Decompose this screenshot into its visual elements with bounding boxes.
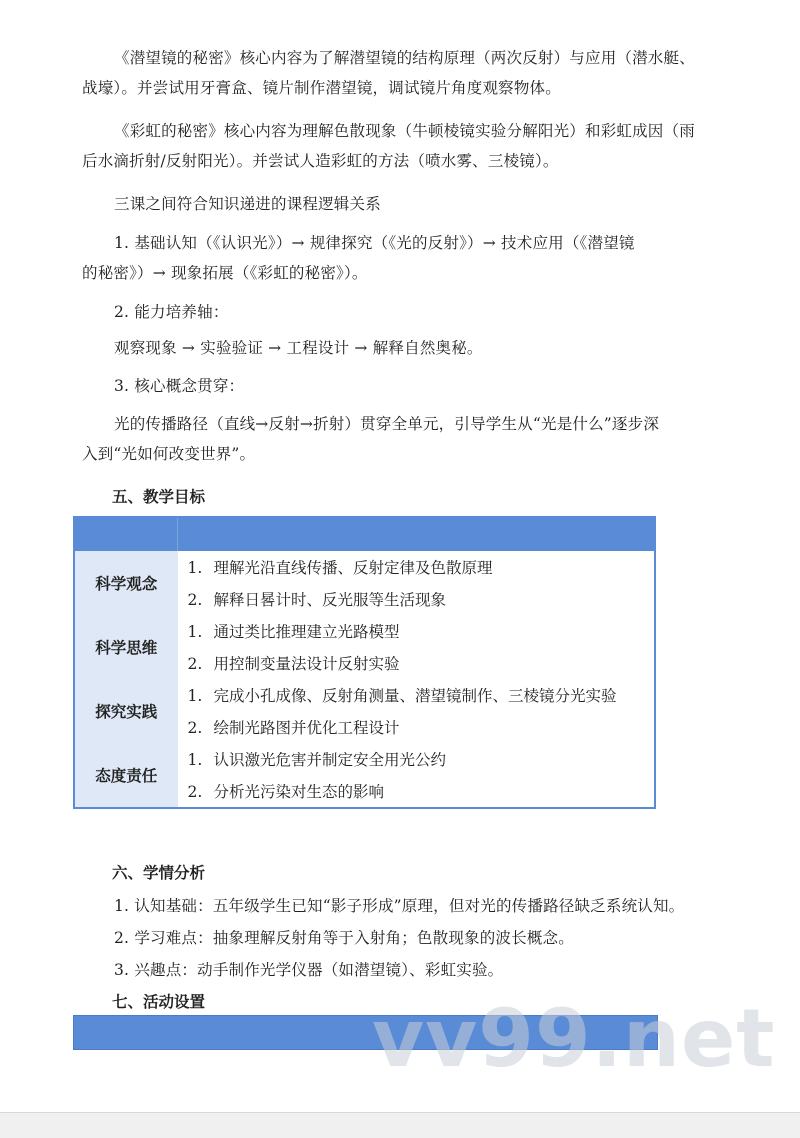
paragraph-point1-line2: 的秘密》）→ 现象拓展（《彩虹的秘密》）。 [82, 264, 368, 282]
goal-item: 1. 理解光沿直线传播、反射定律及色散原理 [187, 559, 493, 577]
section6-heading: 六、学情分析 [112, 864, 206, 882]
paragraph-ability-chain: 观察现象 → 实验验证 → 工程设计 → 解释自然奥秘。 [114, 339, 483, 357]
learning-analysis-difficulty: 2. 学习难点：抽象理解反射角等于入射角；色散现象的波长概念。 [114, 929, 574, 947]
goal-item: 2. 绘制光路图并优化工程设计 [187, 719, 400, 737]
paragraph-core-concept-line2: 入到“光如何改变世界”。 [82, 445, 256, 463]
table-row [74, 679, 655, 711]
page-footer-bar [0, 1112, 800, 1138]
paragraph-periscope-line2: 战壕）。并尝试用牙膏盒、镜片制作潜望镜，调试镜片角度观察物体。 [82, 79, 561, 97]
watermark: vv99.net [372, 992, 776, 1085]
goal-item: 1. 完成小孔成像、反射角测量、潜望镜制作、三棱镜分光实验 [187, 687, 617, 705]
category-cell: 科学思维 [74, 615, 178, 679]
paragraph-periscope-line1: 《潜望镜的秘密》核心内容为了解潜望镜的结构原理（两次反射）与应用（潜水艇、 [114, 49, 695, 67]
section7-heading: 七、活动设置 [112, 993, 206, 1011]
paragraph-logic-intro: 三课之间符合知识递进的课程逻辑关系 [114, 195, 381, 213]
paragraph-rainbow-line1: 《彩虹的秘密》核心内容为理解色散现象（牛顿棱镜实验分解阳光）和彩虹成因（雨 [114, 122, 695, 140]
category-cell: 探究实践 [74, 679, 178, 743]
category-cell: 科学观念 [74, 551, 178, 615]
goal-item: 2. 解释日晷计时、反光服等生活现象 [187, 591, 447, 609]
section5-heading: 五、教学目标 [112, 488, 206, 506]
goal-item: 2. 分析光污染对生态的影响 [187, 783, 385, 801]
goal-item: 1. 通过类比推理建立光路模型 [187, 623, 400, 641]
learning-analysis-basis: 1. 认知基础：五年级学生已知“影子形成”原理，但对光的传播路径缺乏系统认知。 [114, 897, 685, 915]
category-cell: 态度责任 [74, 743, 178, 808]
table-row [74, 615, 655, 647]
paragraph-point1-line1: 1. 基础认知（《认识光》）→ 规律探究（《光的反射》）→ 技术应用（《潜望镜 [114, 234, 635, 252]
paragraph-core-concept-line1: 光的传播路径（直线→反射→折射）贯穿全单元，引导学生从“光是什么”逐步深 [114, 415, 660, 433]
paragraph-point3: 3. 核心概念贯穿： [114, 377, 245, 395]
table-header-row [74, 517, 655, 551]
table-row [74, 743, 655, 775]
table-row [74, 551, 655, 583]
goal-item: 2. 用控制变量法设计反射实验 [187, 655, 400, 673]
paragraph-point2: 2. 能力培养轴： [114, 303, 229, 321]
goal-item: 1. 认识激光危害并制定安全用光公约 [187, 751, 447, 769]
teaching-goals-table [73, 516, 656, 809]
learning-analysis-interest: 3. 兴趣点：动手制作光学仪器（如潜望镜）、彩虹实验。 [114, 961, 504, 979]
paragraph-rainbow-line2: 后水滴折射/反射阳光）。并尝试人造彩虹的方法（喷水雾、三棱镜）。 [82, 152, 559, 170]
